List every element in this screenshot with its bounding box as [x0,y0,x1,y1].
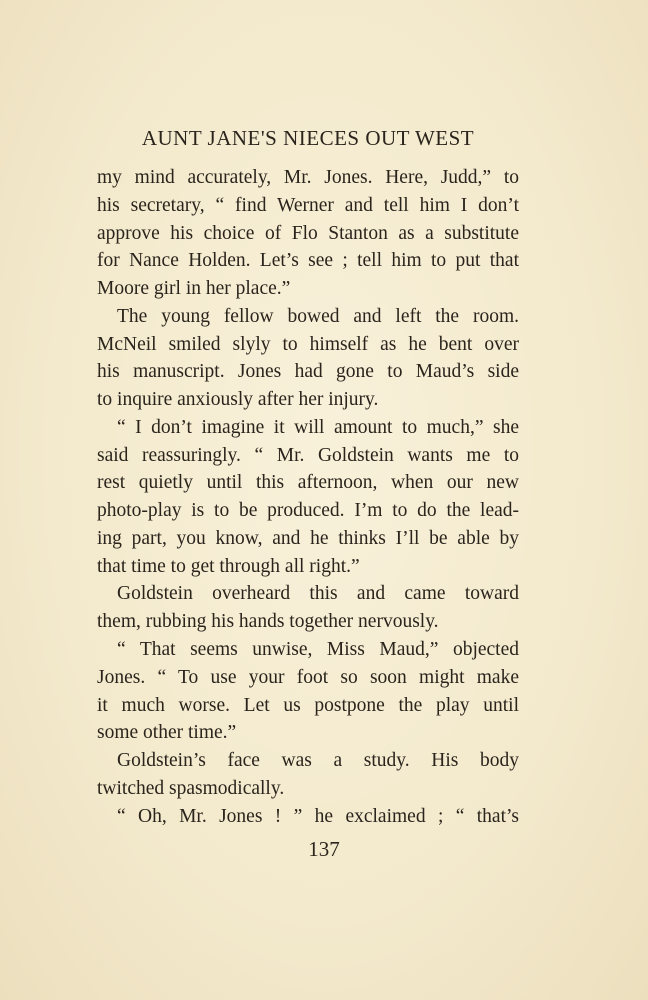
text-line: some other time.” [97,722,237,744]
text-line: photo-play is to be produced. I’m to do the lead- [97,500,519,522]
text-line: twitched spasmodically. [97,777,285,799]
text-line: Goldstein overheard this and came toward [117,583,519,605]
text-line: it much worse. Let us postpone the play until [97,694,519,716]
text-line: for Nance Holden. Let’s see ; tell him to put that [97,250,519,272]
text-line: his secretary, “ find Werner and tell him I don’t [97,194,519,216]
text-line: my mind accurately, Mr. Jones. Here, Judd,” to [97,167,519,188]
text-line: The young fellow bowed and left the room. [117,305,519,327]
text-line: McNeil smiled slyly to himself as he bent over [97,333,519,355]
page-number: 137 [308,837,340,861]
text-line: approve his choice of Flo Stanton as a substitute [97,222,519,244]
text-line: to inquire anxiously after her injury. [97,389,379,411]
text-line: Moore girl in her place.” [97,278,291,300]
text-line: said reassuringly. “ Mr. Goldstein wants me to [97,444,519,466]
text-line: “ That seems unwise, Miss Maud,” objected [117,639,519,661]
text-line: ing part, you know, and he thinks I’ll be able by [97,527,519,549]
running-head: AUNT JANE'S NIECES OUT WEST [141,126,475,150]
text-line: “ Oh, Mr. Jones ! ” he exclaimed ; “ that’s [117,805,519,827]
text-line: them, rubbing his hands together nervously. [97,611,439,633]
body-text [97,164,519,830]
text-line: that time to get through all right.” [97,555,360,577]
text-line: Jones. “ To use your foot so soon might make [97,666,519,688]
text-line: “ I don’t imagine it will amount to much,” she [117,416,519,438]
text-line: rest quietly until this afternoon, when our new [97,472,519,494]
text-line: his manuscript. Jones had gone to Maud’s side [97,361,519,383]
text-line: Goldstein’s face was a study. His body [117,750,519,772]
